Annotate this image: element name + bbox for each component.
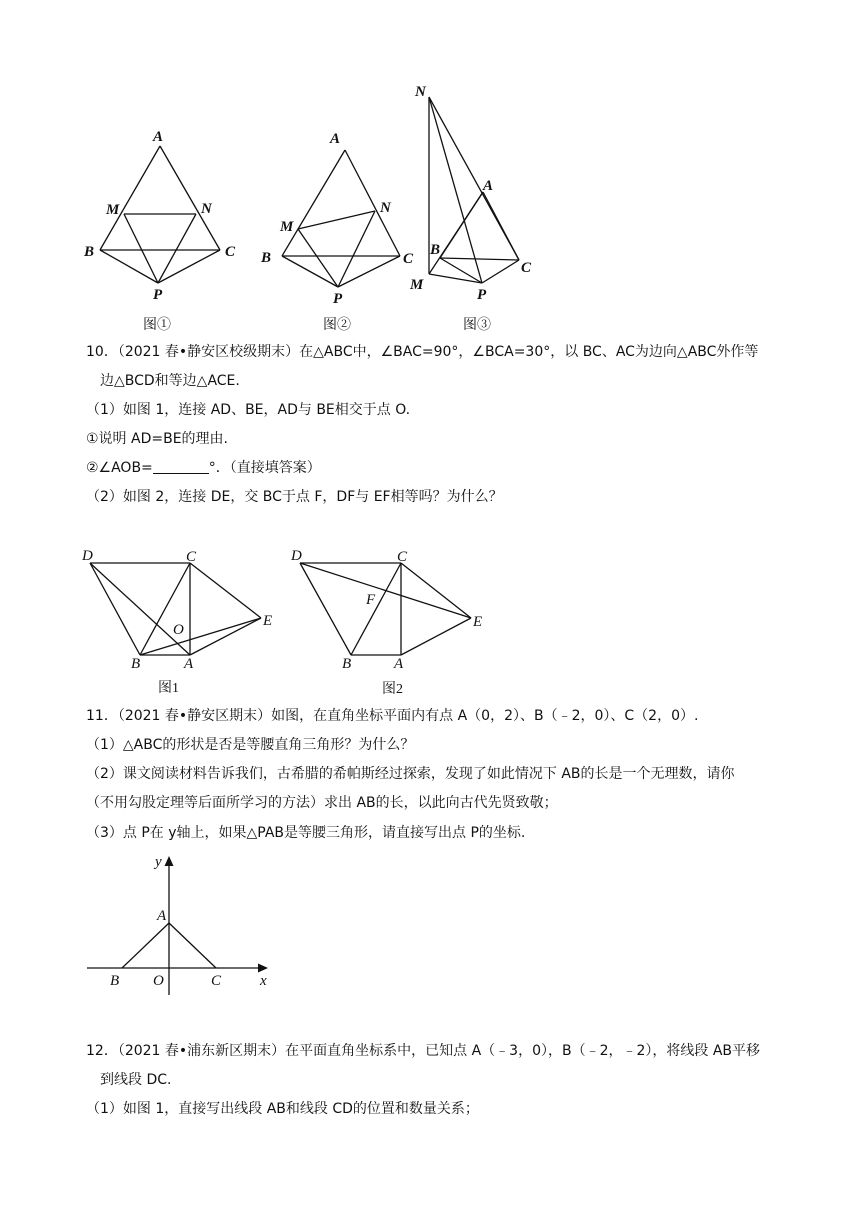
fig3-label-M: M xyxy=(410,277,424,293)
fig3-label-A: A xyxy=(483,178,494,194)
segment-AC xyxy=(169,923,216,968)
fig1-label-B: B xyxy=(84,244,95,260)
y-axis-arrow xyxy=(165,856,174,866)
q10-sub2-suffix: °．（直接填答案） xyxy=(208,460,321,476)
fig3-caption: 图③ xyxy=(463,318,491,333)
fig2-label-M: M xyxy=(280,219,294,235)
q11-label-C: C xyxy=(211,973,222,989)
q10-fig1-label-O: O xyxy=(173,622,184,638)
fig3-label-C: C xyxy=(521,260,532,276)
q11-part2-line2: （不用勾股定理等后面所学习的方法）求出 AB的长，以此向古代先贤致敬； xyxy=(86,795,558,811)
q12-part1: （1）如图 1，直接写出线段 AB和线段 CD的位置和数量关系； xyxy=(86,1101,479,1117)
q11-label-B: B xyxy=(110,973,120,989)
fig3-label-B: B xyxy=(430,242,441,258)
q10-fig1-label-D: D xyxy=(82,548,93,564)
fig2-label-B: B xyxy=(261,250,272,266)
segment-AB xyxy=(122,923,169,968)
fig2-label-C: C xyxy=(403,251,414,267)
q10-fig2-label-F: F xyxy=(366,592,376,608)
fig2-label-P: P xyxy=(333,291,343,307)
fig1-label-C: C xyxy=(225,244,236,260)
q11-label-x: x xyxy=(260,973,267,989)
q10-fig1-label-C: C xyxy=(186,549,197,565)
q11-part2-line1: （2）课文阅读材料告诉我们，古希腊的希帕斯经过探索，发现了如此情况下 AB的长是一个无理数，请你 xyxy=(86,766,735,782)
q11-part3: （3）点 P在 y轴上，如果△PAB是等腰三角形，请直接写出点 P的坐标. xyxy=(86,825,526,841)
q10-fig2-label-C: C xyxy=(397,549,408,565)
q10-fig2-label-E: E xyxy=(473,614,483,630)
fig2-label-A: A xyxy=(330,131,341,147)
q10-fig2-label-A: A xyxy=(394,656,404,672)
q11-label-O: O xyxy=(153,973,164,989)
q10-fig2-caption: 图2 xyxy=(382,682,403,697)
q10-intro: 10．（2021 春•静安区校级期末）在△ABC中，∠BAC=90°，∠BCA=30°，以 BC、AC为边向△ABC外作等 xyxy=(86,344,759,360)
q11-label-y: y xyxy=(155,854,162,870)
fig1-label-N: N xyxy=(201,201,212,217)
q10-sub2-prefix: ②∠AOB= xyxy=(86,460,153,476)
q11-label-A: A xyxy=(157,908,167,924)
q11-part1: （1）△ABC的形状是否是等腰直角三角形？为什么？ xyxy=(86,737,415,753)
q12-intro: 12．（2021 春•浦东新区期末）在平面直角坐标系中，已知点 A（﹣3，0），B（﹣2，﹣2），将线段 AB平移 xyxy=(86,1043,761,1059)
q10-fig1-label-E: E xyxy=(263,613,273,629)
fig3-label-N: N xyxy=(415,84,426,100)
q10-part2: （2）如图 2，连接 DE，交 BC于点 F，DF与 EF相等吗？为什么？ xyxy=(86,489,503,505)
q10-fig2-label-D: D xyxy=(291,548,302,564)
q10-fig1-label-B: B xyxy=(131,656,141,672)
q10-fig1-label-A: A xyxy=(184,656,194,672)
q10-sub1: ①说明 AD=BE的理由. xyxy=(86,431,228,447)
q10-fig1-caption: 图1 xyxy=(158,681,179,696)
q10-fig2-label-B: B xyxy=(342,656,352,672)
q11-intro: 11．（2021 春•静安区期末）如图，在直角坐标平面内有点 A（0，2）、B（﹣2，0）、C（2，0）. xyxy=(86,708,699,724)
fig2-label-N: N xyxy=(380,200,391,216)
fig1-label-A: A xyxy=(153,129,164,145)
q10-intro-2: 边△BCD和等边△ACE. xyxy=(100,373,240,389)
q10-part1: （1）如图 1，连接 AD、BE，AD与 BE相交于点 O. xyxy=(86,402,411,418)
q12-intro-2: 到线段 DC. xyxy=(100,1072,172,1088)
fig3-label-P: P xyxy=(477,287,487,303)
x-axis-arrow xyxy=(258,964,268,973)
fig2-caption: 图② xyxy=(323,318,351,333)
fig1-label-M: M xyxy=(106,202,120,218)
fig1-label-P: P xyxy=(153,287,163,303)
fig1-caption: 图① xyxy=(143,318,171,333)
